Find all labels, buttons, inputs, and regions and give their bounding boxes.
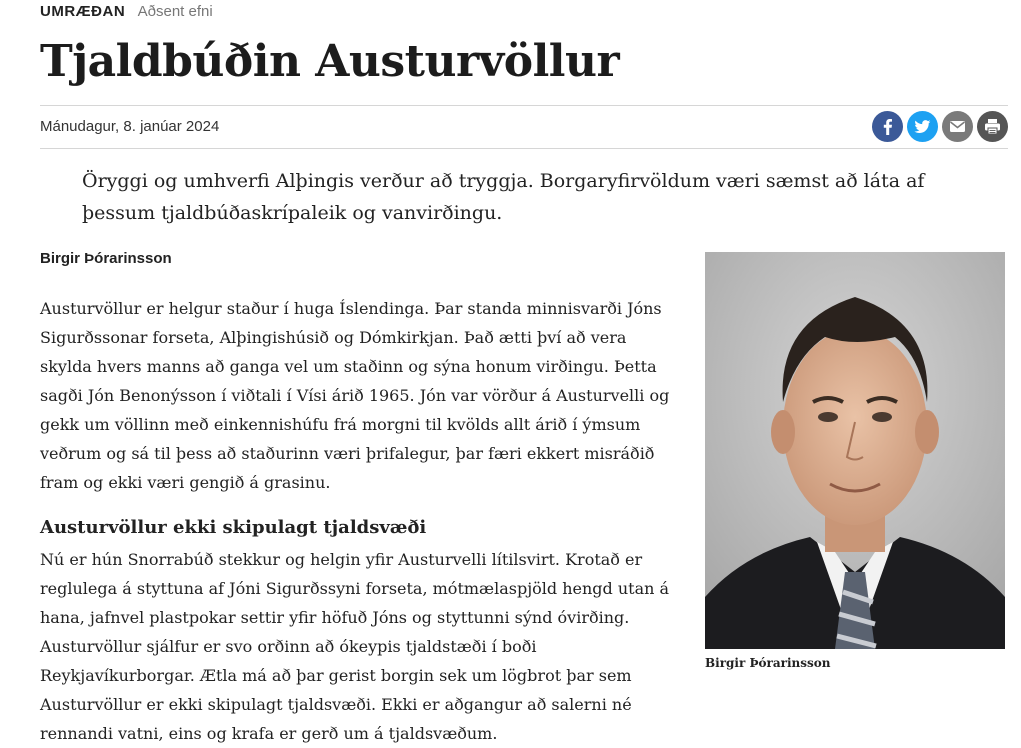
article-type-label: Aðsent efni (137, 3, 213, 20)
print-button[interactable] (977, 111, 1008, 142)
author-byline[interactable]: Birgir Þórarinsson (40, 250, 172, 267)
author-portrait (705, 252, 1005, 649)
facebook-share-button[interactable] (872, 111, 903, 142)
article-lead: Öryggi og umhverfi Alþingis verður að tryggja. Borgaryfirvöldum væri sæmst að láta af þessum tjaldbúðaskrípaleik og vanvirðingu. (82, 170, 925, 224)
body-paragraph: Nú er hún Snorrabúð stekkur og helgin yfir Austurvelli lítilsvirt. Krotað er reglulega á styttuna af Jóni Sigurðssyni forseta, mótmælaspjöld hengd utan á hana, jafnvel plastpokar settir yfir höfuð Jóns og styttunni sýnd óvirðing. Austurvöllur sjálfur er svo orðinn að ókeypis tjaldstæði í boði Reykjavíkurborgar. Ætla má að þar gerist borgin sek um lögbrot þar sem Austurvöllur er ekki skipulagt tjaldsvæði. Ekki er aðgangur að salerni né rennandi vatni, eins og krafa er gerð um á tjaldsvæðum. (40, 550, 670, 743)
article-subheading: Austurvöllur ekki skipulagt tjaldsvæði (40, 517, 427, 538)
article-headline: Tjaldbúðin Austurvöllur (40, 36, 620, 87)
meta-divider (40, 148, 1008, 149)
author-photo-figure (705, 252, 1005, 670)
email-icon (942, 111, 973, 142)
photo-caption: Birgir Þórarinsson (705, 656, 831, 670)
print-icon (977, 111, 1008, 142)
share-buttons (872, 111, 1008, 142)
kicker (40, 3, 213, 21)
facebook-icon (872, 111, 903, 142)
body-paragraph: Austurvöllur er helgur staður í huga Íslendinga. Þar standa minnisvarði Jóns Sigurðssonar forseta, Alþingishúsið og Dómkirkjan. Það ætti því að vera skylda hvers manns að ganga vel um staðinn og sýna honum virðingu. Þetta sagði Jón Benonýsson í viðtali í Vísi árið 1965. Jón var vörður á Austurvelli og gekk um völlinn með einkennishúfu frá morgni til kvölds allt árið í ýmsum veðrum og sá til þess að staðurinn væri þrifalegur, þar færi ekkert misráðið fram og ekki væri gengið á grasinu. (40, 299, 670, 492)
twitter-icon (907, 111, 938, 142)
twitter-share-button[interactable] (907, 111, 938, 142)
header-divider (40, 105, 1008, 106)
section-label[interactable]: UMRÆÐAN (40, 3, 126, 20)
email-share-button[interactable] (942, 111, 973, 142)
publish-date: Mánudagur, 8. janúar 2024 (40, 118, 220, 135)
